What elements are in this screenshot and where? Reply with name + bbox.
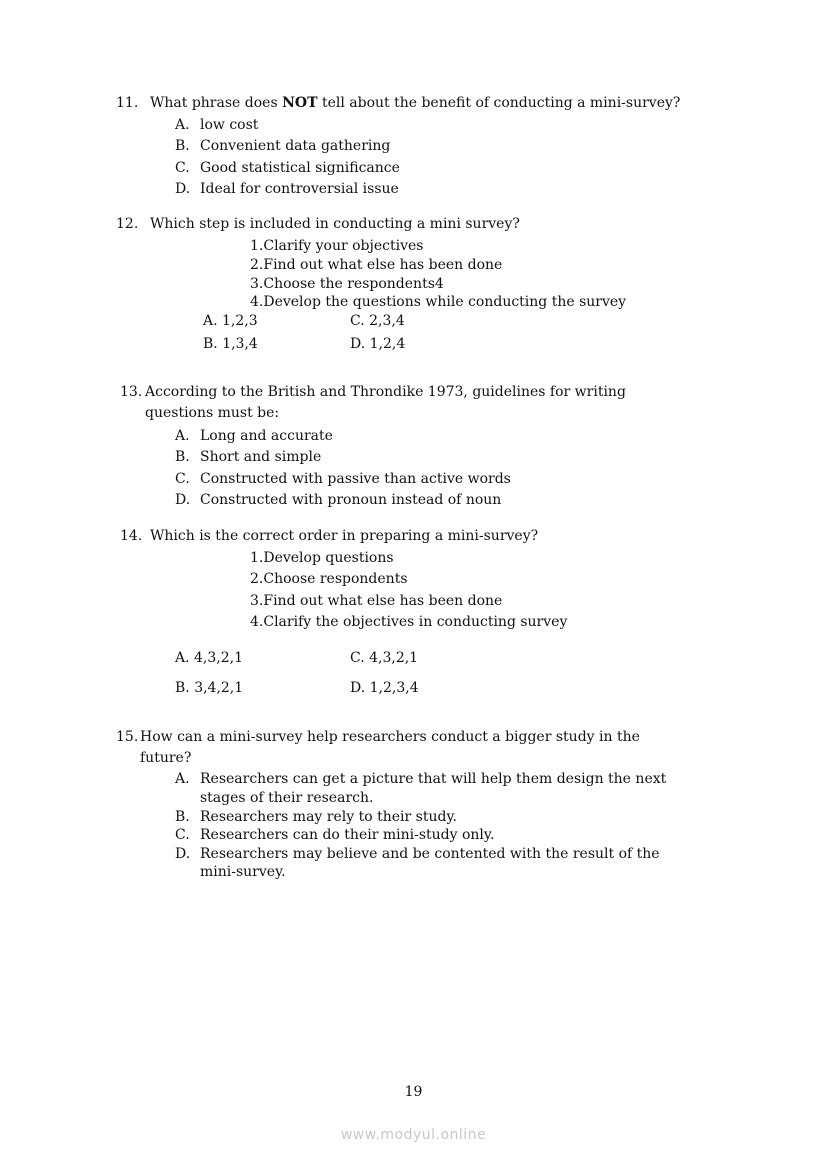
choice-text: Researchers may rely to their study.	[200, 809, 457, 825]
step-item: 1.Develop questions	[250, 550, 394, 566]
choice: B. 1,3,4	[203, 336, 258, 352]
step-item: 4.Clarify the objectives in conducting survey	[250, 614, 568, 630]
question-stem: What phrase does NOT tell about the benefit of conducting a mini-survey?	[150, 95, 681, 111]
question-stem: Which step is included in conducting a mini survey?	[150, 216, 520, 232]
choice-letter: A.	[175, 428, 190, 444]
question-stem: According to the British and Throndike 1973, guidelines for writing	[145, 384, 626, 400]
choice-letter: D.	[175, 492, 191, 508]
choice: C. 2,3,4	[350, 313, 405, 329]
question-number: 11.	[116, 95, 139, 111]
choice-text: Researchers can do their mini-study only.	[200, 827, 495, 843]
choice-text: Researchers may believe and be contented with the result of the	[200, 846, 660, 862]
choice-letter: C.	[175, 471, 190, 487]
choice: D. 1,2,3,4	[350, 680, 419, 696]
question-stem: How can a mini-survey help researchers conduct a bigger study in the	[140, 729, 640, 745]
question-stem: questions must be:	[145, 405, 280, 421]
question-number: 14.	[120, 528, 143, 544]
watermark: www.modyul.online	[340, 1127, 487, 1143]
choice-letter: D.	[175, 846, 191, 862]
choice-letter: B.	[175, 138, 190, 154]
choice-text: Convenient data gathering	[200, 138, 391, 154]
choice: D. 1,2,4	[350, 336, 406, 352]
question-number: 13.	[120, 384, 143, 400]
page-number: 19	[404, 1084, 423, 1100]
choice: C. 4,3,2,1	[350, 650, 419, 666]
choice-text: mini-survey.	[200, 864, 286, 880]
choice-letter: A.	[175, 771, 190, 787]
choice-text: Ideal for controversial issue	[200, 181, 399, 197]
choice: B. 3,4,2,1	[175, 680, 244, 696]
choice: A. 4,3,2,1	[175, 650, 243, 666]
step-item: 3.Find out what else has been done	[250, 593, 503, 609]
step-item: 2.Choose respondents	[250, 571, 408, 587]
step-item: 3.Choose the respondents4	[250, 276, 444, 292]
step-item: 2.Find out what else has been done	[250, 257, 503, 273]
choice-text: Constructed with passive than active words	[200, 471, 511, 487]
choice-letter: B.	[175, 449, 190, 465]
question-stem: Which is the correct order in preparing a mini-survey?	[150, 528, 539, 544]
choice-text: low cost	[200, 117, 259, 133]
choice-letter: C.	[175, 160, 190, 176]
step-item: 1.Clarify your objectives	[250, 238, 424, 254]
question-stem: future?	[140, 750, 192, 766]
choice-text: Good statistical significance	[200, 160, 400, 176]
choice-letter: C.	[175, 827, 190, 843]
choice-text: Short and simple	[200, 449, 322, 465]
choice-text: Researchers can get a picture that will help them design the next	[200, 771, 667, 787]
question-number: 12.	[116, 216, 139, 232]
choice-letter: B.	[175, 809, 190, 825]
question-number: 15.	[116, 729, 139, 745]
step-item: 4.Develop the questions while conducting the survey	[250, 294, 627, 310]
choice-text: Constructed with pronoun instead of noun	[200, 492, 502, 508]
choice-letter: A.	[175, 117, 190, 133]
choice-text: Long and accurate	[200, 428, 333, 444]
choice-letter: D.	[175, 181, 191, 197]
choice-text: stages of their research.	[200, 790, 374, 806]
choice: A. 1,2,3	[203, 313, 258, 329]
